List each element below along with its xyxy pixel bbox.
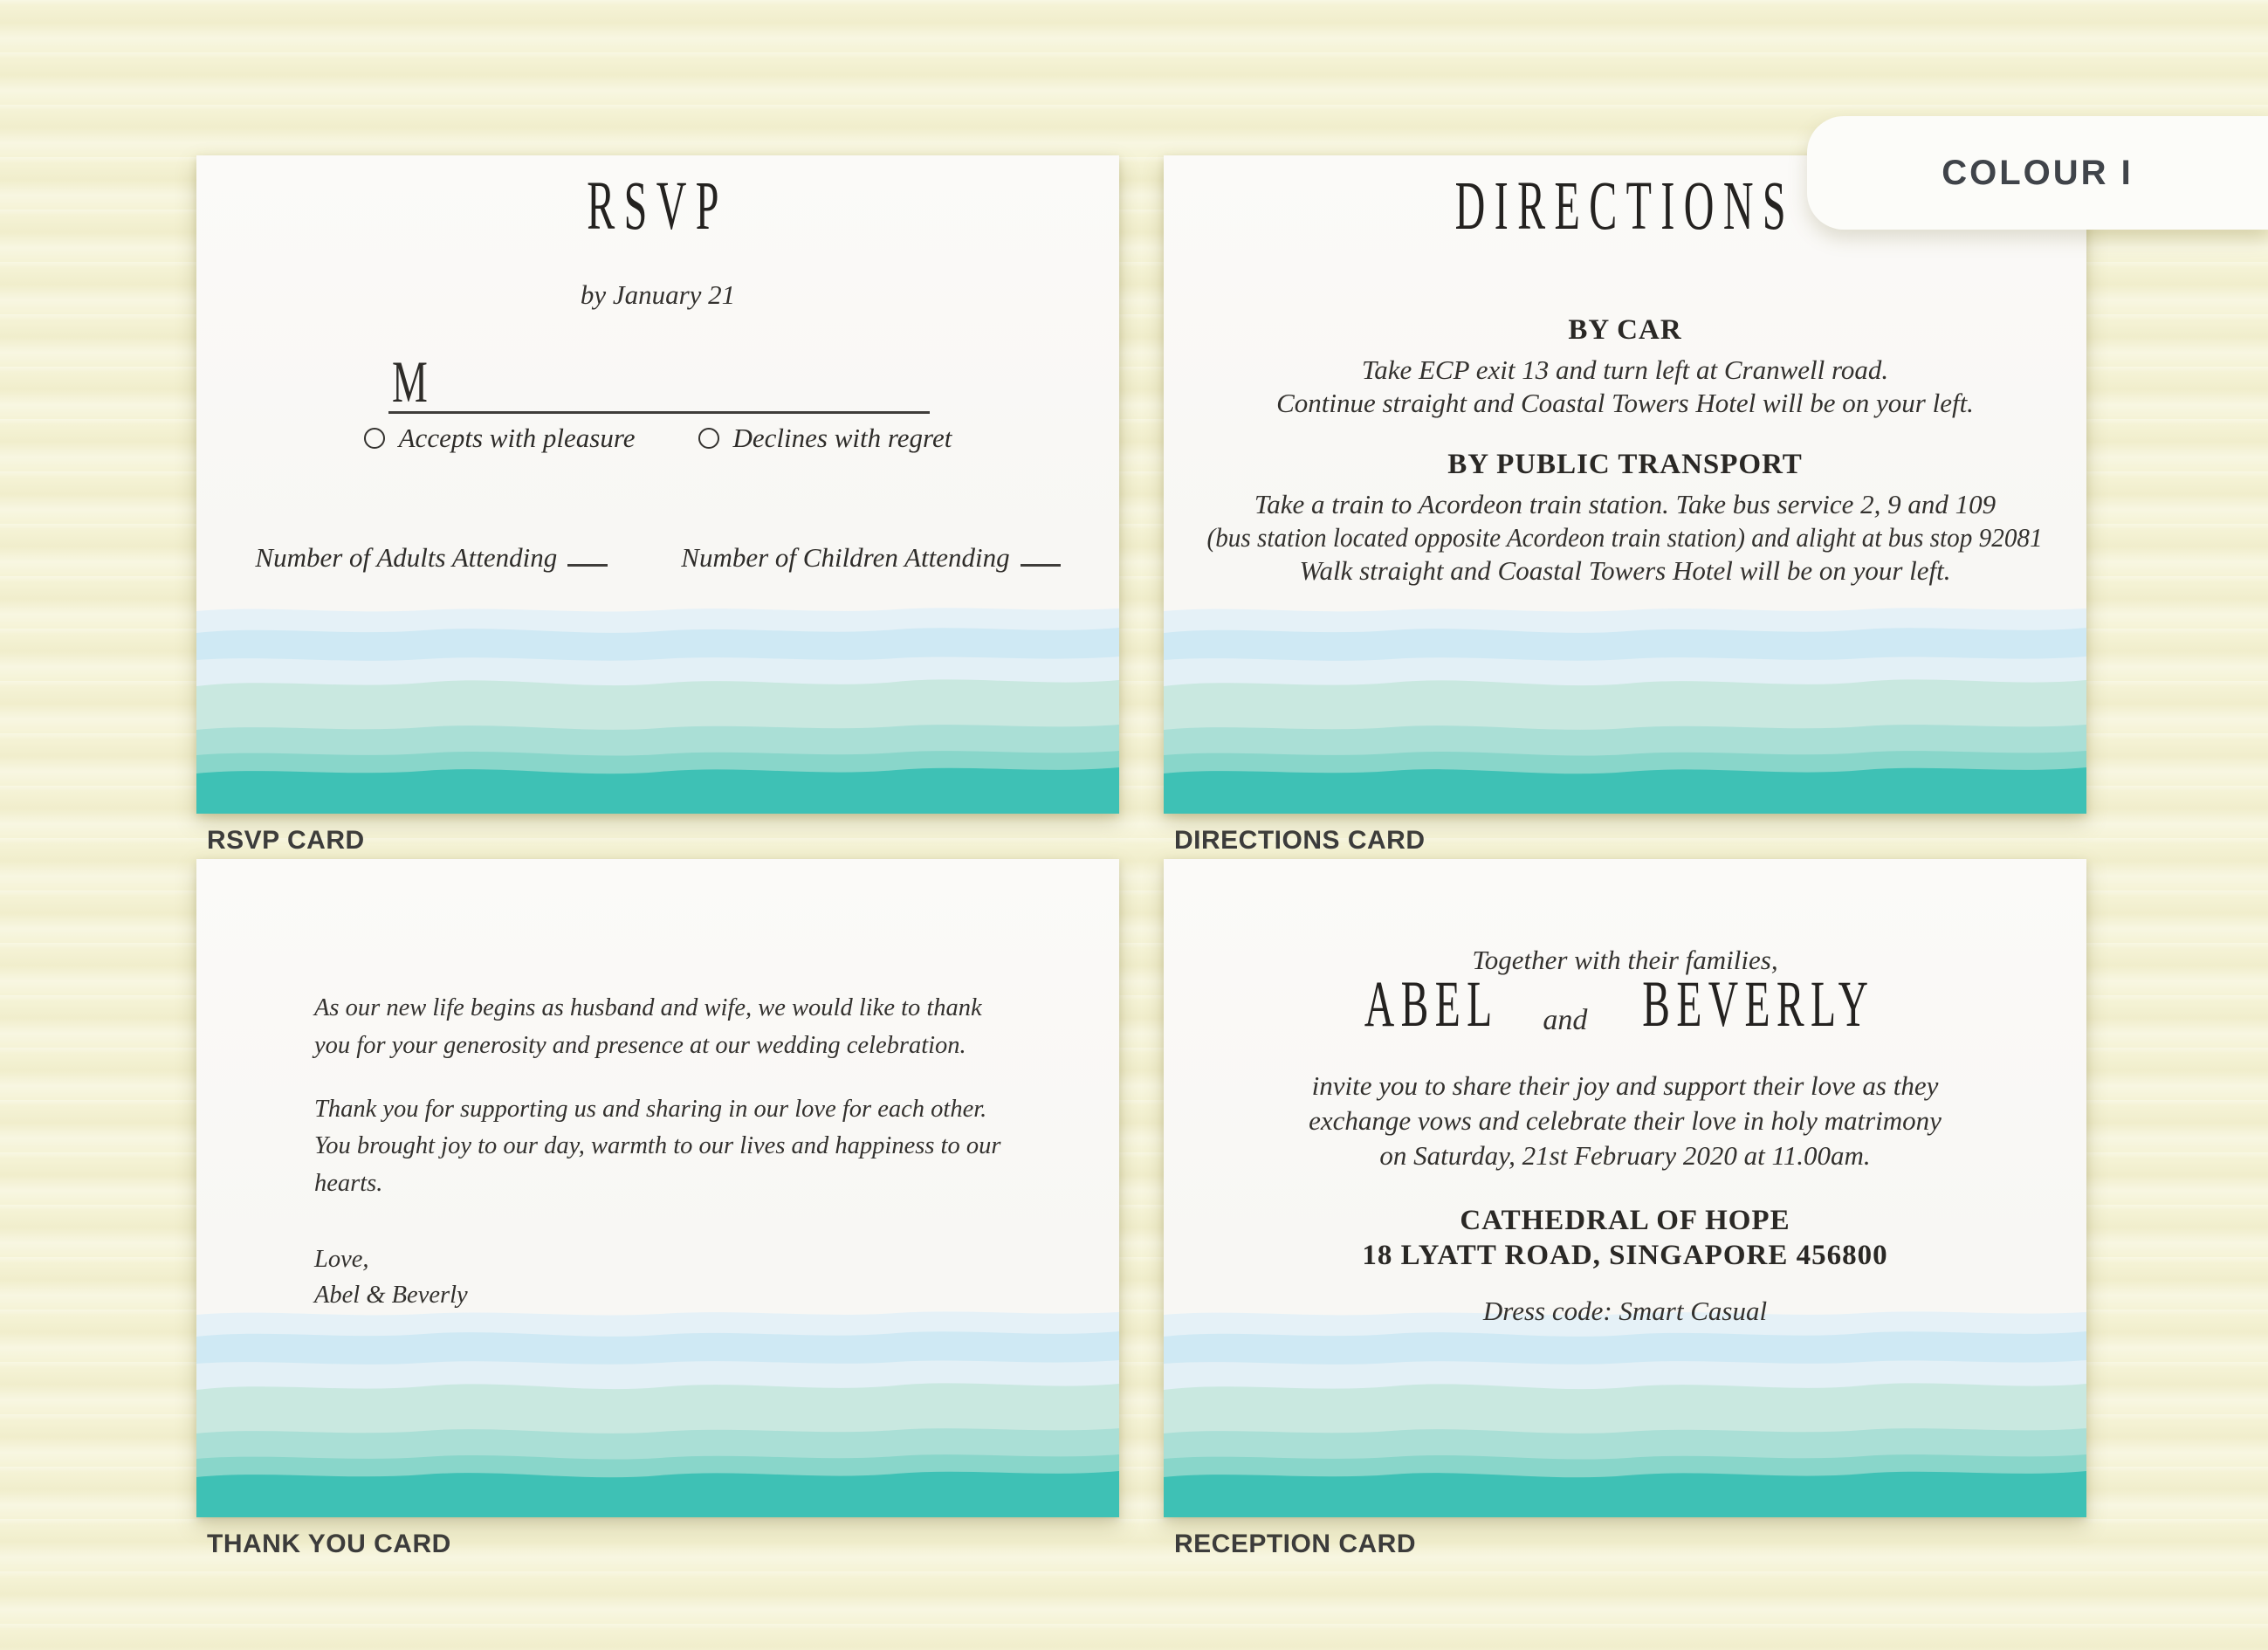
rsvp-card-group — [196, 155, 1119, 856]
directions-card-caption: DIRECTIONS CARD — [1174, 826, 1426, 855]
thank-you-card-caption: THANK YOU CARD — [207, 1530, 451, 1558]
invite-line-1: invite you to share their joy and support their love as they — [1311, 1070, 1939, 1101]
reception-card-group — [1164, 859, 2086, 1559]
invite-line-3: on Saturday, 21st February 2020 at 11.00am. — [1379, 1140, 1871, 1171]
by-public-transport-heading: BY PUBLIC TRANSPORT — [1447, 449, 1803, 480]
children-count-item — [681, 541, 1060, 574]
signoff-word: Love, — [314, 1245, 369, 1273]
adults-count-item — [255, 541, 608, 574]
by-car-line-1: Take ECP exit 13 and turn left at Cranwell road. — [1361, 354, 1889, 385]
accept-radio-circle-icon — [364, 428, 385, 449]
decline-option-label: Declines with regret — [732, 423, 952, 453]
dress-code: Dress code: Smart Casual — [1482, 1296, 1768, 1326]
colour-variant-label: COLOUR I — [1942, 153, 2134, 192]
couple-names — [1207, 966, 2043, 1056]
attendance-count-row — [231, 541, 1084, 574]
thank-you-signoff — [314, 1241, 1013, 1314]
by-public-transport-line-1: Take a train to Acordeon train station. Take bus service 2, 9 and 109 — [1254, 489, 1997, 519]
guest-name-line — [388, 348, 930, 415]
invite-line-2: exchange vows and celebrate their love in holy matrimony — [1309, 1105, 1942, 1136]
adults-count-blank — [567, 541, 608, 567]
thank-you-paragraph-2: Thank you for supporting us and sharing in our love for each other. You brought joy to our day, warmth to our lives and happiness to our hearts. — [314, 1095, 1001, 1197]
directions-card-content — [1164, 155, 2086, 814]
rsvp-card — [196, 155, 1119, 814]
accept-option-label: Accepts with pleasure — [398, 423, 636, 453]
signature-names: Abel & Beverly — [314, 1282, 468, 1310]
thank-you-message — [314, 990, 1013, 1313]
reception-card — [1164, 859, 2086, 1517]
by-car-heading: BY CAR — [1568, 314, 1682, 346]
thank-you-card-content — [196, 859, 1119, 1517]
rsvp-deadline: by January 21 — [580, 279, 736, 310]
rsvp-options-row — [240, 423, 1076, 454]
guest-name-prefix: M — [392, 348, 428, 415]
bride-name: BEVERLY — [1642, 966, 1875, 1041]
reception-intro: Together with their families, — [1472, 945, 1778, 975]
by-car-line-2: Continue straight and Coastal Towers Hotel will be on your left. — [1276, 388, 1974, 418]
colour-variant-badge — [1807, 116, 2268, 230]
rsvp-card-content — [196, 155, 1119, 814]
reception-card-caption: RECEPTION CARD — [1174, 1530, 1417, 1558]
children-count-blank — [1021, 541, 1061, 567]
children-count-label: Number of Children Attending — [681, 542, 1010, 574]
venue-name: CATHEDRAL OF HOPE — [1460, 1205, 1790, 1236]
reception-card-content — [1164, 859, 2086, 1517]
by-public-transport-line-3: Walk straight and Coastal Towers Hotel will be on your left. — [1299, 555, 1951, 586]
decline-option — [698, 423, 952, 454]
decline-radio-circle-icon — [698, 428, 719, 449]
directions-card — [1164, 155, 2086, 814]
directions-card-group — [1164, 155, 2086, 856]
thank-you-paragraph-1: As our new life begins as husband and wife, we would like to thank you for your generosity and presence at our wedding celebration. — [314, 994, 982, 1059]
by-public-transport-line-2: (bus station located opposite Acordeon train station) and alight at bus stop 92081 — [1206, 522, 2044, 553]
accept-option — [364, 423, 636, 454]
rsvp-card-caption: RSVP CARD — [207, 826, 365, 855]
thank-you-card — [196, 859, 1119, 1517]
groom-name: ABEL — [1364, 966, 1499, 1041]
venue-address: 18 LYATT ROAD, SINGAPORE 456800 — [1362, 1240, 1888, 1271]
names-conjunction: and — [1543, 1004, 1588, 1036]
thank-you-card-group — [196, 859, 1119, 1559]
rsvp-title: RSVP — [587, 168, 729, 244]
directions-title: DIRECTIONS — [1454, 168, 1796, 244]
adults-count-label: Number of Adults Attending — [255, 542, 558, 574]
